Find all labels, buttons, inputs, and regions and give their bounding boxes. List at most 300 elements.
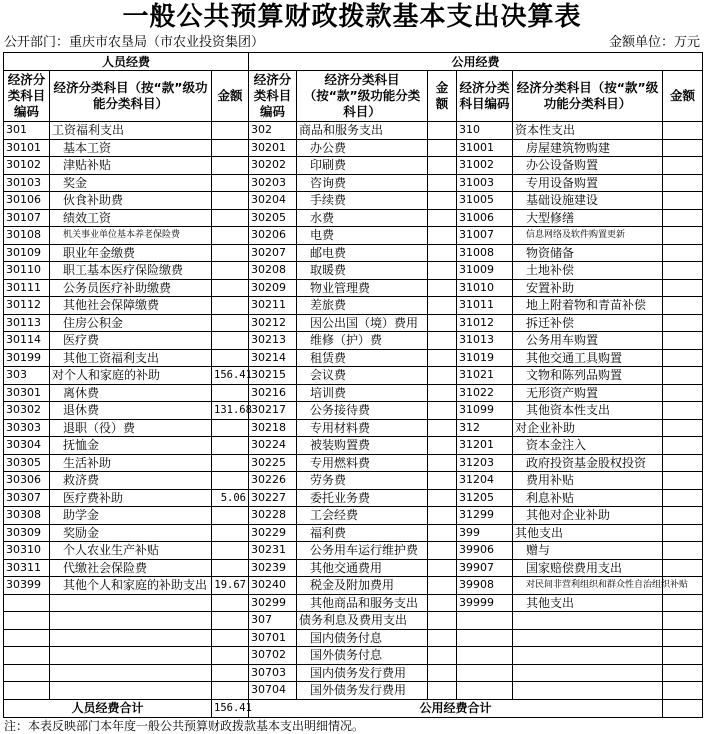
row-amount — [428, 367, 457, 385]
row-code: 31012 — [457, 314, 513, 332]
row-code: 31299 — [457, 507, 513, 525]
row-amount: 5.06 — [212, 489, 249, 507]
row-name: 物资储备 — [513, 244, 663, 262]
row-name: 工会经费 — [297, 507, 428, 525]
row-code: 30239 — [249, 559, 297, 577]
row-name — [513, 664, 663, 682]
row-amount — [212, 139, 249, 157]
row-code: 30108 — [4, 227, 50, 245]
row-name: 被装购置费 — [297, 437, 428, 455]
row-code: 30101 — [4, 139, 50, 157]
table-row — [4, 629, 703, 647]
row-code: 30704 — [249, 682, 297, 700]
row-name: 基础设施建设 — [513, 192, 663, 210]
row-code: 307 — [249, 612, 297, 630]
row-amount — [428, 279, 457, 297]
row-name: 抚恤金 — [50, 437, 212, 455]
header-amount: 金额 — [428, 71, 457, 122]
row-amount — [428, 647, 457, 665]
row-code: 30217 — [249, 402, 297, 420]
row-name: 救济费 — [50, 472, 212, 490]
row-amount — [663, 349, 703, 367]
table-row — [4, 332, 703, 350]
table-row — [4, 419, 703, 437]
row-code: 30109 — [4, 244, 50, 262]
row-code: 31005 — [457, 192, 513, 210]
row-code: 30399 — [4, 577, 50, 595]
row-amount — [212, 612, 249, 630]
row-code: 39908 — [457, 577, 513, 595]
table-row — [4, 489, 703, 507]
row-code — [4, 594, 50, 612]
row-amount — [428, 507, 457, 525]
row-code: 30227 — [249, 489, 297, 507]
row-code: 30310 — [4, 542, 50, 560]
row-name: 赠与 — [513, 542, 663, 560]
row-name: 会议费 — [297, 367, 428, 385]
row-name: 医疗费补助 — [50, 489, 212, 507]
table-row — [4, 157, 703, 175]
row-amount — [663, 209, 703, 227]
row-amount — [663, 454, 703, 472]
row-code: 31099 — [457, 402, 513, 420]
row-amount — [428, 332, 457, 350]
table-row — [4, 314, 703, 332]
row-code — [457, 612, 513, 630]
row-amount — [212, 629, 249, 647]
row-code: 30305 — [4, 454, 50, 472]
row-name: 国外债务付息 — [297, 647, 428, 665]
row-code: 30309 — [4, 524, 50, 542]
row-code: 30113 — [4, 314, 50, 332]
table-row — [4, 454, 703, 472]
row-name: 其他支出 — [513, 524, 663, 542]
row-code: 31002 — [457, 157, 513, 175]
row-code: 31011 — [457, 297, 513, 315]
row-code: 303 — [4, 367, 50, 385]
row-code: 31019 — [457, 349, 513, 367]
row-code: 30224 — [249, 437, 297, 455]
row-amount — [663, 612, 703, 630]
row-code: 30111 — [4, 279, 50, 297]
row-code — [4, 629, 50, 647]
row-amount — [212, 122, 249, 140]
header-amount: 金额 — [663, 71, 703, 122]
header-code: 经济分类科目编码 — [4, 71, 50, 122]
row-code — [4, 664, 50, 682]
expenditure-table — [3, 52, 703, 718]
table-row — [4, 244, 703, 262]
unit-label: 金额单位：万元 — [608, 35, 700, 50]
table-row — [4, 384, 703, 402]
row-name: 电费 — [297, 227, 428, 245]
table-row — [4, 227, 703, 245]
row-amount — [212, 314, 249, 332]
row-code: 31022 — [457, 384, 513, 402]
row-code: 39906 — [457, 542, 513, 560]
row-amount — [428, 384, 457, 402]
row-amount — [212, 594, 249, 612]
table-row — [4, 472, 703, 490]
row-name: 助学金 — [50, 507, 212, 525]
row-amount — [428, 437, 457, 455]
row-name: 维修（护）费 — [297, 332, 428, 350]
row-code: 30203 — [249, 174, 297, 192]
row-name: 培训费 — [297, 384, 428, 402]
row-name: 公务用车购置 — [513, 332, 663, 350]
row-name: 代缴社会保险费 — [50, 559, 212, 577]
row-name: 办公费 — [297, 139, 428, 157]
row-name: 公务接待费 — [297, 402, 428, 420]
table-row — [4, 647, 703, 665]
header-amount: 金额 — [212, 71, 249, 122]
row-amount — [212, 349, 249, 367]
row-code: 31203 — [457, 454, 513, 472]
row-code: 30303 — [4, 419, 50, 437]
row-amount — [663, 664, 703, 682]
row-amount: 19.67 — [212, 577, 249, 595]
row-name: 其他社会保障缴费 — [50, 297, 212, 315]
row-amount — [663, 559, 703, 577]
row-amount — [428, 577, 457, 595]
row-code: 30202 — [249, 157, 297, 175]
row-code: 30212 — [249, 314, 297, 332]
row-amount — [212, 174, 249, 192]
table-row — [4, 559, 703, 577]
row-name: 税金及附加费用 — [297, 577, 428, 595]
row-amount — [428, 629, 457, 647]
header-name: 经济分类科目（按“款”级功能分类科目） — [50, 71, 212, 122]
table-row — [4, 437, 703, 455]
row-amount — [428, 612, 457, 630]
row-code: 30218 — [249, 419, 297, 437]
row-amount — [212, 437, 249, 455]
row-name: 职业年金缴费 — [50, 244, 212, 262]
row-name: 债务利息及费用支出 — [297, 612, 428, 630]
row-name: 生活补助 — [50, 454, 212, 472]
row-name: 其他个人和家庭的补助支出 — [50, 577, 212, 595]
row-name: 土地补偿 — [513, 262, 663, 280]
row-code — [4, 682, 50, 700]
row-code — [457, 629, 513, 647]
header-code: 经济分类科目编码 — [249, 71, 297, 122]
row-code: 31009 — [457, 262, 513, 280]
row-code: 312 — [457, 419, 513, 437]
row-amount — [212, 209, 249, 227]
header-name: 经济分类科目（按“款”级功能分类科目） — [297, 71, 428, 122]
row-code: 30199 — [4, 349, 50, 367]
row-code: 30208 — [249, 262, 297, 280]
row-amount — [212, 384, 249, 402]
row-name: 机关事业单位基本养老保险费 — [50, 227, 212, 245]
row-amount — [663, 122, 703, 140]
row-amount — [663, 402, 703, 420]
row-amount — [663, 367, 703, 385]
row-amount — [212, 297, 249, 315]
row-amount — [428, 209, 457, 227]
row-code: 31007 — [457, 227, 513, 245]
row-code: 30103 — [4, 174, 50, 192]
public-total-label: 公用经费合计 — [249, 699, 663, 717]
row-name: 奖励金 — [50, 524, 212, 542]
row-code: 30213 — [249, 332, 297, 350]
row-code: 30701 — [249, 629, 297, 647]
row-name: 对个人和家庭的补助 — [50, 367, 212, 385]
row-code: 30702 — [249, 647, 297, 665]
row-name — [50, 647, 212, 665]
header-code: 经济分类科目编码 — [457, 71, 513, 122]
table-row — [4, 577, 703, 595]
table-row — [4, 367, 703, 385]
row-name: 对企业补助 — [513, 419, 663, 437]
row-code: 30206 — [249, 227, 297, 245]
row-code: 30225 — [249, 454, 297, 472]
row-amount — [663, 384, 703, 402]
table-row — [4, 122, 703, 140]
row-code: 30240 — [249, 577, 297, 595]
row-code: 30299 — [249, 594, 297, 612]
row-name: 国内债务发行费用 — [297, 664, 428, 682]
row-amount — [212, 279, 249, 297]
row-name: 商品和服务支出 — [297, 122, 428, 140]
row-name: 地上附着物和青苗补偿 — [513, 297, 663, 315]
footnote: 注：本表反映部门本年度一般公共预算财政拨款基本支出明细情况。 — [4, 719, 365, 733]
row-amount — [428, 122, 457, 140]
row-name: 邮电费 — [297, 244, 428, 262]
row-amount — [212, 542, 249, 560]
row-code: 30209 — [249, 279, 297, 297]
row-name: 其他交通费用 — [297, 559, 428, 577]
row-name: 专用设备购置 — [513, 174, 663, 192]
row-name: 个人农业生产补贴 — [50, 542, 212, 560]
row-code: 30306 — [4, 472, 50, 490]
row-amount — [663, 332, 703, 350]
row-amount — [212, 664, 249, 682]
row-name: 职工基本医疗保险缴费 — [50, 262, 212, 280]
page-title: 一般公共预算财政拨款基本支出决算表 — [122, 2, 582, 32]
row-name: 大型修缮 — [513, 209, 663, 227]
row-amount — [212, 244, 249, 262]
row-amount — [663, 419, 703, 437]
row-amount — [212, 524, 249, 542]
row-amount — [428, 419, 457, 437]
table-row — [4, 297, 703, 315]
row-amount — [428, 349, 457, 367]
row-amount — [212, 682, 249, 700]
table-row — [4, 507, 703, 525]
personnel-total-amount: 156.41 — [212, 699, 249, 717]
row-amount — [212, 332, 249, 350]
row-amount — [663, 157, 703, 175]
row-code: 30102 — [4, 157, 50, 175]
row-amount — [428, 542, 457, 560]
table-row — [4, 682, 703, 700]
row-name: 其他商品和服务支出 — [297, 594, 428, 612]
row-amount — [663, 227, 703, 245]
row-name: 专用材料费 — [297, 419, 428, 437]
row-name: 公务员医疗补助缴费 — [50, 279, 212, 297]
row-amount — [663, 192, 703, 210]
row-amount — [428, 314, 457, 332]
row-amount — [663, 647, 703, 665]
row-code — [4, 612, 50, 630]
row-name: 费用补贴 — [513, 472, 663, 490]
row-name: 租赁费 — [297, 349, 428, 367]
table-row — [4, 612, 703, 630]
row-name: 水费 — [297, 209, 428, 227]
row-code: 30216 — [249, 384, 297, 402]
row-name: 政府投资基金股权投资 — [513, 454, 663, 472]
table-row — [4, 402, 703, 420]
table-row — [4, 262, 703, 280]
row-code: 30215 — [249, 367, 297, 385]
row-code: 31001 — [457, 139, 513, 157]
row-name: 对民间非营利组织和群众性自治组织补贴 — [513, 577, 663, 595]
row-name: 国内债务付息 — [297, 629, 428, 647]
row-code: 30112 — [4, 297, 50, 315]
row-code: 30106 — [4, 192, 50, 210]
row-code: 30231 — [249, 542, 297, 560]
row-amount — [663, 682, 703, 700]
row-amount — [428, 454, 457, 472]
row-name: 咨询费 — [297, 174, 428, 192]
header-name: 经济分类科目（按“款”级功能分类科目） — [513, 71, 663, 122]
row-amount — [428, 297, 457, 315]
row-code: 399 — [457, 524, 513, 542]
row-amount — [428, 192, 457, 210]
group-header-public: 公用经费 — [249, 53, 703, 71]
row-name: 退休费 — [50, 402, 212, 420]
row-code: 30114 — [4, 332, 50, 350]
row-code — [4, 647, 50, 665]
row-amount — [428, 157, 457, 175]
row-code — [457, 664, 513, 682]
row-name: 委托业务费 — [297, 489, 428, 507]
row-name: 差旅费 — [297, 297, 428, 315]
row-code: 30703 — [249, 664, 297, 682]
row-amount — [663, 297, 703, 315]
row-name: 劳务费 — [297, 472, 428, 490]
table-row — [4, 139, 703, 157]
row-code: 31006 — [457, 209, 513, 227]
row-code: 30207 — [249, 244, 297, 262]
row-name: 安置补助 — [513, 279, 663, 297]
row-name: 医疗费 — [50, 332, 212, 350]
table-row — [4, 192, 703, 210]
row-name — [50, 682, 212, 700]
table-row — [4, 664, 703, 682]
row-name: 资本性支出 — [513, 122, 663, 140]
row-name: 手续费 — [297, 192, 428, 210]
row-name: 福利费 — [297, 524, 428, 542]
row-amount — [212, 419, 249, 437]
row-code: 30201 — [249, 139, 297, 157]
row-name: 其他对企业补助 — [513, 507, 663, 525]
row-code: 30110 — [4, 262, 50, 280]
row-amount: 156.41 — [212, 367, 249, 385]
row-amount — [663, 524, 703, 542]
table-row — [4, 594, 703, 612]
row-code: 31021 — [457, 367, 513, 385]
row-amount — [428, 489, 457, 507]
table-row — [4, 349, 703, 367]
row-name — [50, 594, 212, 612]
row-amount — [212, 157, 249, 175]
row-name: 退职（役）费 — [50, 419, 212, 437]
row-name — [513, 612, 663, 630]
row-amount — [428, 402, 457, 420]
row-name: 其他支出 — [513, 594, 663, 612]
table-row — [4, 279, 703, 297]
row-amount — [428, 139, 457, 157]
table-row — [4, 174, 703, 192]
row-amount: 131.68 — [212, 402, 249, 420]
row-amount — [663, 507, 703, 525]
row-amount — [663, 244, 703, 262]
row-amount — [212, 192, 249, 210]
row-amount — [663, 472, 703, 490]
row-name: 文物和陈列品购置 — [513, 367, 663, 385]
row-code: 31013 — [457, 332, 513, 350]
row-name: 取暖费 — [297, 262, 428, 280]
row-name — [513, 682, 663, 700]
row-amount — [663, 437, 703, 455]
row-amount — [663, 174, 703, 192]
table-row — [4, 542, 703, 560]
row-code: 30308 — [4, 507, 50, 525]
row-name: 物业管理费 — [297, 279, 428, 297]
row-name — [50, 664, 212, 682]
row-code: 310 — [457, 122, 513, 140]
row-amount — [428, 472, 457, 490]
row-code: 39907 — [457, 559, 513, 577]
row-name: 专用燃料费 — [297, 454, 428, 472]
row-code: 30307 — [4, 489, 50, 507]
row-amount — [212, 559, 249, 577]
row-amount — [428, 594, 457, 612]
row-code: 301 — [4, 122, 50, 140]
row-amount — [428, 524, 457, 542]
row-amount — [212, 262, 249, 280]
row-code: 39999 — [457, 594, 513, 612]
row-name — [50, 629, 212, 647]
row-name: 工资福利支出 — [50, 122, 212, 140]
row-code: 31201 — [457, 437, 513, 455]
row-amount — [428, 682, 457, 700]
row-code: 31003 — [457, 174, 513, 192]
row-amount — [212, 507, 249, 525]
row-code: 30226 — [249, 472, 297, 490]
row-code: 30228 — [249, 507, 297, 525]
row-name: 信息网络及软件购置更新 — [513, 227, 663, 245]
row-amount — [663, 279, 703, 297]
row-name: 国家赔偿费用支出 — [513, 559, 663, 577]
row-code: 30107 — [4, 209, 50, 227]
row-name — [513, 629, 663, 647]
row-name: 拆迁补偿 — [513, 314, 663, 332]
row-name — [513, 647, 663, 665]
row-name: 因公出国（境）费用 — [297, 314, 428, 332]
row-name: 印刷费 — [297, 157, 428, 175]
row-name: 奖金 — [50, 174, 212, 192]
row-amount — [428, 262, 457, 280]
row-name: 其他交通工具购置 — [513, 349, 663, 367]
row-code: 31008 — [457, 244, 513, 262]
row-code: 30311 — [4, 559, 50, 577]
row-name: 基本工资 — [50, 139, 212, 157]
row-name: 公务用车运行维护费 — [297, 542, 428, 560]
row-amount — [212, 227, 249, 245]
